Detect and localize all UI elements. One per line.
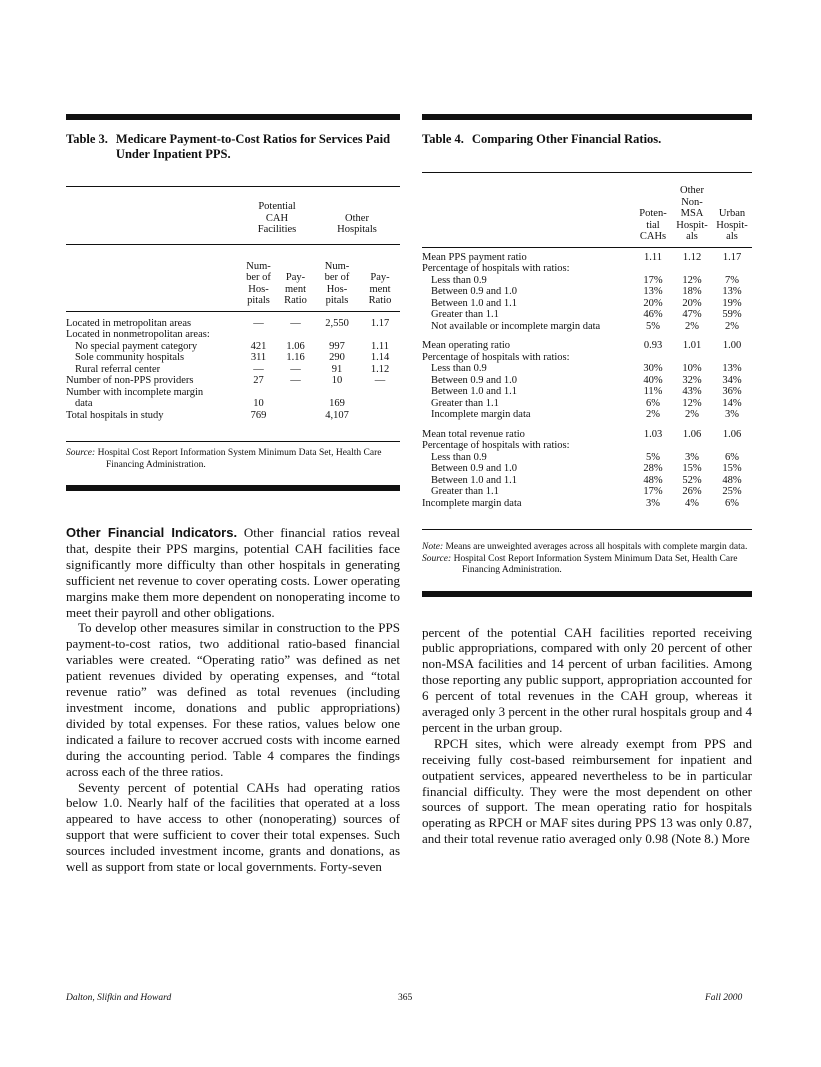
table4-bottom-rule	[422, 529, 752, 530]
note-text: Means are unweighted averages across all hospitals with complete margin data.	[445, 542, 748, 552]
table-cell: 10	[331, 375, 343, 386]
table-cell: 43%	[682, 386, 702, 397]
table3-title-rule	[66, 186, 400, 187]
table-cell: 3%	[685, 451, 699, 463]
table-row	[66, 375, 400, 387]
table-cell: —	[290, 317, 301, 329]
table-cell: 6%	[725, 451, 739, 463]
table-cell: 2%	[725, 320, 739, 332]
table-row	[66, 352, 400, 364]
table-cell: 10%	[682, 363, 702, 374]
table4-col-header: Other Non- MSA Hospit- als	[676, 185, 708, 242]
table3-end-rule	[66, 485, 400, 491]
table-cell: 4,107	[325, 409, 349, 421]
table-cell: 3%	[646, 497, 660, 509]
table-cell: 91	[331, 363, 343, 375]
table-cell: 1.06	[722, 428, 742, 440]
row-label: Between 1.0 and 1.1	[431, 474, 518, 486]
table-cell: 5%	[646, 320, 660, 332]
table-cell: 4%	[685, 497, 699, 509]
table-cell: 1.17	[722, 251, 742, 263]
table4-source	[422, 554, 752, 577]
table3-number: Table 3.	[66, 132, 108, 146]
table-cell: 59%	[722, 309, 742, 320]
table-cell: 1.17	[370, 317, 390, 329]
table-row	[66, 398, 400, 410]
table3-body	[66, 311, 400, 421]
table-cell: 13%	[643, 286, 663, 297]
table-row	[422, 386, 752, 398]
table-cell: 40%	[643, 374, 663, 386]
table-cell	[712, 440, 752, 452]
table-row	[66, 329, 400, 341]
section-heading: Other Financial Indicators.	[66, 525, 238, 540]
table-cell: 17%	[643, 274, 663, 286]
footer-page-number: 365	[398, 993, 413, 1003]
table3-title-text: Medicare Payment-to-Cost Ratios for Services Paid Under Inpatient PPS.	[115, 132, 391, 161]
table-cell: —	[253, 317, 264, 329]
table-cell: 12%	[682, 274, 702, 286]
table-cell: 15%	[722, 463, 742, 474]
table-row	[422, 247, 752, 263]
table3-group-header: Potential CAH Facilities	[257, 201, 297, 235]
row-label: Percentage of hospitals with ratios:	[422, 351, 570, 363]
table-row	[422, 286, 752, 298]
table-cell: 20%	[643, 297, 663, 309]
table-cell: —	[374, 375, 386, 386]
table-cell: 1.12	[682, 251, 702, 263]
table-cell: 6%	[646, 397, 660, 409]
table-cell: 2,550	[325, 317, 349, 329]
row-label: Greater than 1.1	[431, 309, 499, 320]
table-cell: 7%	[725, 274, 739, 286]
table4-top-rule	[422, 114, 752, 120]
table-row	[422, 475, 752, 487]
table3-col-header: Pay- ment Ratio	[368, 272, 392, 306]
table4-notes	[422, 542, 752, 577]
table-cell	[712, 352, 752, 364]
table-cell: 169	[329, 398, 345, 409]
table-cell	[277, 398, 314, 410]
table-cell: 0.93	[643, 340, 663, 351]
table-cell: 13%	[722, 286, 742, 297]
table-cell: 1.06	[286, 340, 305, 352]
row-label: Sole community hospitals	[75, 352, 185, 363]
table-cell	[672, 352, 712, 364]
table3-col-header: Num- ber of Hos- pitals	[246, 260, 271, 306]
table-cell	[672, 263, 712, 275]
table-cell: 1.11	[644, 251, 662, 263]
table-row	[422, 409, 752, 421]
table-row	[422, 298, 752, 310]
table-cell: 26%	[682, 486, 702, 497]
right-body	[422, 625, 752, 848]
row-label: Located in metropolitan areas	[66, 317, 192, 329]
table3-col-header: Num- ber of Hos- pitals	[324, 260, 350, 306]
table4-number: Table 4.	[422, 132, 464, 146]
table-cell: 17%	[643, 486, 663, 497]
table-row	[422, 309, 752, 321]
left-column	[66, 114, 400, 875]
table-cell: 48%	[643, 474, 663, 486]
table-cell: 10	[253, 398, 264, 409]
row-label: Percentage of hospitals with ratios:	[422, 263, 570, 274]
table-cell: 25%	[722, 486, 742, 497]
table-cell: 1.06	[682, 428, 702, 440]
table-cell: 1.03	[643, 428, 663, 440]
paragraph: To develop other measures similar in construction to the PPS payment-to-cost ratios, two additional ratio-based financial variables were created. “Operating ratio” was defined as net patient revenues divided by operating expenses, and “total revenue ratio” was defined as total revenues (including investment income, donations and public appropriations) divided by total expenses. For these ratios, values below one indicated a failure to recover accrued costs with income earned during the accounting period. Table 4 compares the findings across each of the three ratios.	[66, 620, 400, 779]
row-label: Between 1.0 and 1.1	[431, 386, 518, 397]
table-cell	[634, 263, 672, 275]
table4-title	[422, 132, 752, 147]
table-row	[422, 498, 752, 510]
table3-source-text: Hospital Cost Report Information System Minimum Data Set, Health Care Financing Administration.	[97, 448, 382, 470]
table4-note	[422, 542, 752, 554]
table-cell: 19%	[722, 297, 742, 309]
table4-body	[422, 247, 752, 509]
table-cell: 2%	[685, 320, 699, 332]
table-cell: 1.01	[682, 340, 702, 351]
table-row	[422, 321, 752, 333]
row-label: No special payment category	[75, 340, 198, 352]
table-cell: 18%	[682, 286, 702, 297]
row-label: Located in nonmetropolitan areas:	[66, 329, 210, 340]
table-cell: 14%	[722, 397, 742, 409]
table-row	[66, 311, 400, 329]
table3-bottom-rule	[66, 441, 400, 442]
table-cell: 1.14	[370, 352, 390, 363]
table-cell	[360, 398, 400, 410]
table-cell	[360, 329, 400, 341]
table-cell: 1.00	[722, 340, 742, 351]
table-cell: 3%	[725, 409, 739, 420]
table-row	[422, 421, 752, 441]
paragraph: Seventy percent of potential CAHs had operating ratios below 1.0. Nearly half of the facilities that operated at a loss appeared to have access to other (nonoperating) sources of support that were sufficient to cover their total expenses. Such sources included investment income, grants and donations, as well as support from state or local governments. Forty-seven	[66, 779, 400, 875]
table3-source	[66, 448, 400, 471]
table-row	[422, 363, 752, 375]
table-row	[422, 375, 752, 387]
table-row	[422, 440, 752, 452]
table-cell: 47%	[682, 309, 702, 320]
table-cell: 997	[329, 340, 345, 352]
table3-col-header: Pay- ment Ratio	[284, 272, 307, 306]
row-label: data	[75, 398, 93, 409]
row-label: Between 0.9 and 1.0	[431, 463, 518, 474]
table-cell: 48%	[722, 474, 742, 486]
row-label: Incomplete margin data	[431, 409, 531, 420]
table-cell: 30%	[643, 363, 663, 374]
table-cell: 28%	[643, 463, 663, 474]
paragraph: percent of the potential CAH facilities reported receiving public appropriations, compared with only 20 percent of other non-MSA facilities and 14 percent of urban facilities. Among those reporting any public support, appropriation accounted for 6 percent of total revenues in the CAH group, whereas it averaged only 3 percent in the other rural hospitals group and 4 percent in the urban group.	[422, 624, 752, 735]
table3-title	[66, 132, 400, 162]
table-row	[422, 486, 752, 498]
table-cell	[314, 387, 360, 399]
row-label: Between 0.9 and 1.0	[431, 286, 518, 297]
table-cell: 13%	[722, 363, 742, 374]
table-row	[66, 387, 400, 399]
table-cell	[277, 410, 314, 422]
table-row	[66, 364, 400, 376]
table3-group-header-row	[66, 201, 400, 236]
table-cell	[314, 329, 360, 341]
right-column	[422, 114, 752, 847]
table-cell: —	[290, 375, 301, 386]
paragraph-text: Other financial ratios reveal that, despite their PPS margins, potential CAH facilities face significantly more difficulty than other hospitals in generating sufficient net revenue to cover operating costs. Lower operating margins make them more dependent on nonoperating income to meet their payroll and other obligations.	[66, 525, 400, 620]
source-text: Hospital Cost Report Information System Minimum Data Set, Health Care Financing Administration.	[453, 553, 738, 575]
table-cell: 20%	[682, 297, 702, 309]
table-cell	[277, 387, 314, 399]
table-cell	[634, 440, 672, 452]
table-cell: 52%	[682, 474, 702, 486]
table-cell: 34%	[722, 374, 742, 386]
row-label: Less than 0.9	[431, 274, 487, 286]
table3-top-rule	[66, 114, 400, 120]
table4-title-rule	[422, 172, 752, 173]
row-label: Incomplete margin data	[422, 497, 522, 509]
table-row	[422, 275, 752, 287]
table-cell: 421	[250, 340, 267, 352]
table-cell: 11%	[643, 386, 663, 397]
table-row	[422, 452, 752, 464]
table-cell	[360, 410, 400, 422]
table-cell: 15%	[682, 463, 702, 474]
row-label: Mean operating ratio	[422, 340, 511, 351]
table3-source-label: Source:	[66, 448, 96, 458]
table-cell: 2%	[646, 409, 660, 420]
table-cell: 6%	[725, 497, 739, 509]
table4-end-rule	[422, 591, 752, 597]
table-cell: —	[290, 363, 301, 375]
row-label: Not available or incomplete margin data	[431, 320, 601, 332]
table3-col-header-row	[66, 244, 400, 311]
table-cell: 290	[329, 352, 345, 363]
footer-authors: Dalton, Slifkin and Howard	[66, 993, 172, 1003]
table-cell	[672, 440, 712, 452]
table-row	[66, 341, 400, 353]
row-label: Mean PPS payment ratio	[422, 251, 527, 263]
row-label: Greater than 1.1	[431, 397, 499, 409]
row-label: Number of non-PPS providers	[66, 375, 194, 386]
paragraph: RPCH sites, which were already exempt from PPS and receiving fully cost-based reimbursement for inpatient and outpatient services, appeared nevertheless to be in particular financial difficulty. They were the most dependent on other sources of support. The mean operating ratio for hospitals operating as RPCH or MAF sites during PPS 13 was only 0.87, and their total revenue ratio averaged only 0.98 (Note 8.) More	[422, 735, 752, 847]
table4-col-header-row	[422, 185, 752, 247]
table-cell: —	[253, 363, 264, 375]
row-label: Less than 0.9	[431, 451, 487, 463]
table4-col-header: Urban Hospit- als	[716, 208, 748, 242]
note-label: Note:	[422, 542, 444, 552]
table-cell: 1.16	[286, 352, 305, 363]
table4-col-header: Poten- tial CAHs	[639, 208, 667, 242]
table-cell	[634, 352, 672, 364]
row-label: Rural referral center	[75, 363, 161, 375]
table-row	[422, 398, 752, 410]
table3-group-header: Other Hospitals	[337, 212, 377, 235]
row-label: Less than 0.9	[431, 363, 487, 374]
footer-issue: Fall 2000	[705, 993, 743, 1003]
table-cell: 36%	[722, 386, 742, 397]
source-label: Source:	[422, 553, 452, 564]
table-cell: 32%	[682, 374, 702, 386]
table-cell: 1.11	[371, 340, 389, 352]
row-label: Number with incomplete margin	[66, 386, 204, 398]
table4-title-text: Comparing Other Financial Ratios.	[471, 132, 662, 146]
table-row	[422, 263, 752, 275]
table-cell: 27	[253, 375, 264, 386]
row-label: Between 0.9 and 1.0	[431, 374, 518, 386]
row-label: Greater than 1.1	[431, 486, 499, 497]
table-cell: 769	[250, 409, 267, 421]
paragraph	[66, 525, 400, 620]
row-label: Total hospitals in study	[66, 409, 164, 421]
table-cell	[277, 329, 314, 341]
table-cell: 12%	[682, 397, 702, 409]
table-row	[66, 410, 400, 422]
left-body	[66, 525, 400, 875]
table-cell: 1.12	[370, 363, 390, 375]
table-cell: 5%	[646, 451, 660, 463]
table-cell: 311	[250, 352, 267, 363]
table-row	[422, 463, 752, 475]
row-label: Mean total revenue ratio	[422, 428, 525, 440]
table-cell	[240, 387, 277, 399]
table-cell: 2%	[685, 409, 699, 420]
row-label: Percentage of hospitals with ratios:	[422, 440, 570, 451]
table-row	[422, 352, 752, 364]
table4	[422, 185, 752, 509]
table-cell	[360, 387, 400, 399]
row-label: Between 1.0 and 1.1	[431, 297, 518, 309]
table-row	[422, 332, 752, 352]
table3	[66, 201, 400, 421]
table-cell	[240, 329, 277, 341]
table-cell	[712, 263, 752, 275]
table-cell: 46%	[643, 309, 663, 320]
